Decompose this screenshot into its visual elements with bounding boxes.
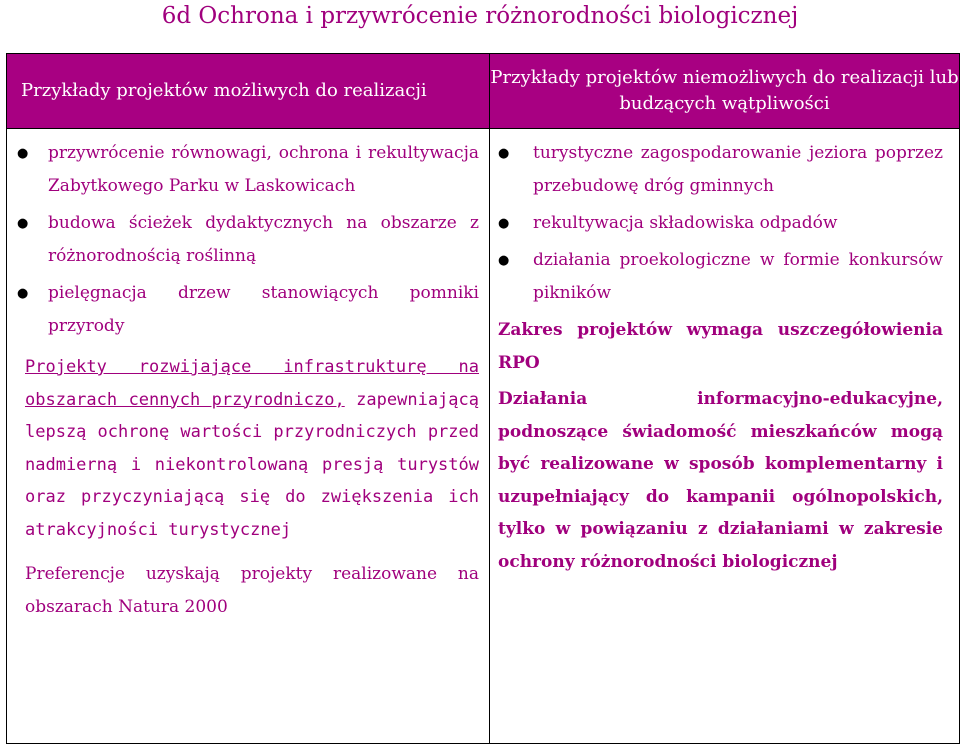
list-item: ● przywrócenie równowagi, ochrona i rekultywacja Zabytkowego Parku w Laskowicach [17,137,479,203]
list-item: ● działania proekologiczne w formie konkursów pikników [498,244,943,310]
infrastructure-note: Projekty rozwijające infrastrukturę na obszarach cennych przyrodniczo, zapewniającą lepszą ochronę wartości przyrodniczych przed nadmierną i niekontrolowaną presją turystów oraz przyczyniającą się do zwiększenia ich atrakcyjności turystycznej [25,357,479,540]
rpo-scope-note: Zakres projektów wymaga uszczegółowienia RPO [498,320,943,373]
list-item: ● rekultywacja składowiska odpadów [498,207,943,240]
bullet-icon: ● [498,253,510,268]
bullet-icon: ● [17,216,29,231]
possible-projects-header: Przykłady projektów możliwych do realizacji [7,54,490,129]
bullet-icon: ● [498,216,510,231]
possible-projects-list [17,137,479,343]
bullet-icon: ● [17,286,29,301]
bullet-icon: ● [498,146,510,161]
list-item: ● pielęgnacja drzew stanowiących pomniki przyrody [17,277,479,343]
comparison-table [6,53,960,744]
natura-preference-note: Preferencje uzyskają projekty realizowane na obszarach Natura 2000 [25,564,479,617]
possible-projects-cell [7,129,490,744]
education-note: Działania informacyjno-edukacyjne, podnoszące świadomość mieszkańców mogą być realizowane w sposób komplementarny i uzupełniający do kampanii ogólnopolskich, tylko w powiązaniu z działaniami w zakresie ochrony różnorodności biologicznej [498,389,943,572]
list-item: ● turystyczne zagospodarowanie jeziora poprzez przebudowę dróg gminnych [498,137,943,203]
list-item: ● budowa ścieżek dydaktycznych na obszarze z różnorodnością roślinną [17,207,479,273]
impossible-projects-cell [490,129,960,744]
bullet-icon: ● [17,146,29,161]
impossible-projects-list [498,137,943,310]
impossible-projects-header: Przykłady projektów niemożliwych do realizacji lub budzących wątpliwości [490,54,960,129]
page-title: 6d Ochrona i przywrócenie różnorodności biologicznej [161,3,799,29]
